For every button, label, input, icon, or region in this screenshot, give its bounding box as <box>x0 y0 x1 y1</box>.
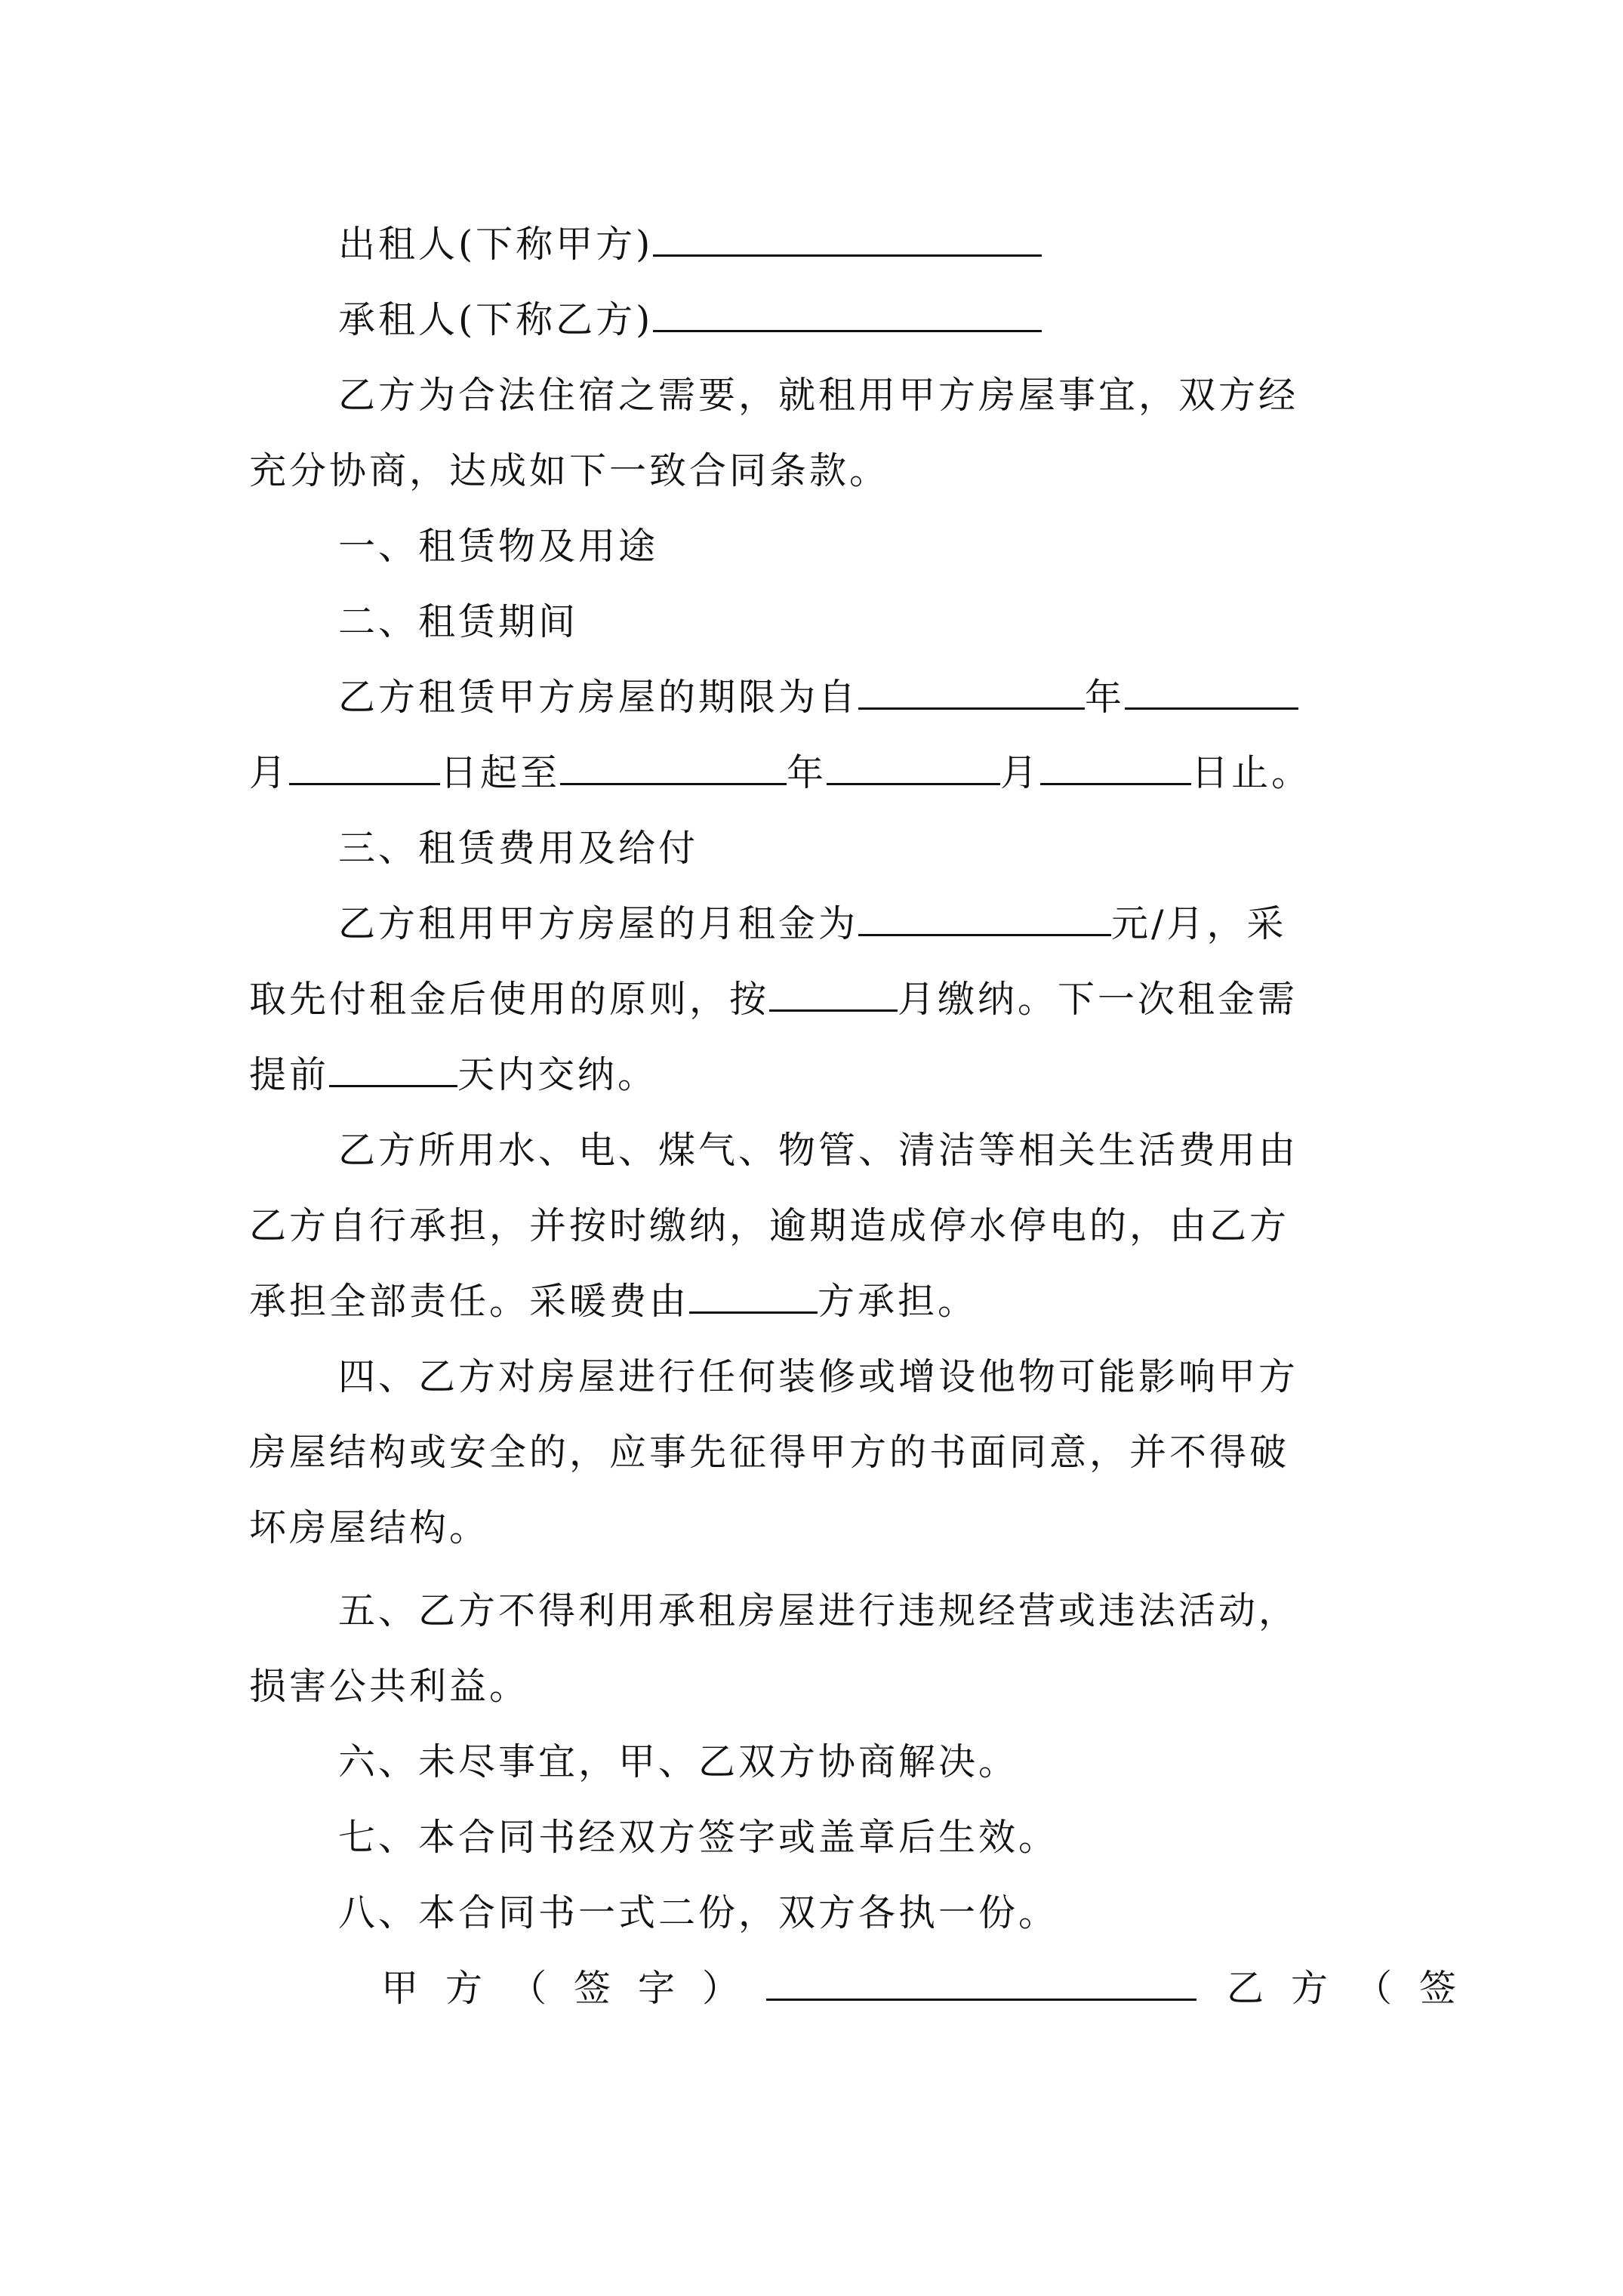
rent-period-blank <box>769 966 898 1012</box>
start-month-unit: 月 <box>249 751 290 794</box>
section-4-line-2: 房屋结构或安全的，应事先征得甲方的书面同意，并不得破 <box>249 1431 1290 1474</box>
party-a-signature-blank <box>766 1955 1196 2001</box>
section-7: 七、本合同书经双方签字或盖章后生效。 <box>338 1816 1059 1859</box>
rent-amount-blank <box>858 890 1111 936</box>
end-day-blank <box>1040 739 1191 785</box>
start-year-blank <box>858 664 1085 710</box>
section-2-title: 二、租赁期间 <box>338 600 579 643</box>
rent-amount-suffix: 元/月，采 <box>1111 902 1287 945</box>
lessee-label: 承租人(下称乙方) <box>338 298 654 341</box>
section-8: 八、本合同书一式二份，双方各执一份。 <box>338 1891 1059 1934</box>
term-start-text: 乙方租赁甲方房屋的期限为自 <box>338 676 859 719</box>
signature-line <box>381 1951 1484 2026</box>
end-day-unit: 日止。 <box>1191 751 1312 794</box>
party-b-signature-label: 乙方（签 <box>1227 1967 1484 2010</box>
fees-line-3 <box>249 1264 1381 1339</box>
lessor-line <box>338 207 1471 282</box>
heating-fee-suffix: 方承担。 <box>818 1280 978 1323</box>
lessor-label: 出租人(下称甲方) <box>338 223 654 266</box>
section-4-line-1: 四、乙方对房屋进行任何装修或增设他物可能影响甲方 <box>338 1355 1299 1398</box>
intro-line-2: 充分协商，达成如下一致合同条款。 <box>249 449 890 492</box>
rent-amount-text: 乙方租用甲方房屋的月租金为 <box>338 902 859 945</box>
lessor-name-blank <box>653 211 1042 257</box>
term-line-2 <box>249 735 1381 811</box>
term-line-1 <box>338 660 1471 735</box>
fees-line-1: 乙方所用水、电、煤气、物管、清洁等相关生活费用由 <box>338 1129 1299 1172</box>
lessee-line <box>338 282 1471 358</box>
section-4-line-3: 坏房屋结构。 <box>249 1506 490 1549</box>
advance-days-text: 提前 <box>249 1053 330 1096</box>
heating-fee-text: 承担全部责任。采暖费由 <box>249 1280 690 1323</box>
start-month-blank <box>1125 664 1298 710</box>
start-day-blank <box>289 739 440 785</box>
rent-period-suffix: 月缴纳。下一次租金需 <box>898 978 1298 1021</box>
intro-line-1: 乙方为合法住宿之需要，就租用甲方房屋事宜，双方经 <box>338 374 1299 417</box>
rent-period-text: 取先付租金后使用的原则，按 <box>249 978 770 1021</box>
start-day-unit: 日起至 <box>440 751 561 794</box>
party-a-signature-label: 甲方（签字） <box>381 1967 767 2010</box>
section-3-title: 三、租赁费用及给付 <box>338 827 699 870</box>
section-6: 六、未尽事宜，甲、乙双方协商解决。 <box>338 1740 1019 1783</box>
end-year-blank <box>560 739 787 785</box>
section-5-line-1: 五、乙方不得利用承租房屋进行违规经营或违法活动， <box>338 1589 1299 1632</box>
lessee-name-blank <box>653 286 1042 332</box>
end-month-blank <box>827 739 1000 785</box>
rent-line-2 <box>249 962 1381 1037</box>
section-1-title: 一、租赁物及用途 <box>338 525 659 568</box>
advance-days-suffix: 天内交纳。 <box>457 1053 658 1096</box>
end-year-unit: 年 <box>787 751 827 794</box>
rent-line-3 <box>249 1037 1381 1113</box>
end-month-unit: 月 <box>1000 751 1041 794</box>
section-5-line-2: 损害公共利益。 <box>249 1665 530 1708</box>
start-year-unit: 年 <box>1085 676 1126 719</box>
heating-fee-party-blank <box>689 1268 818 1314</box>
fees-line-2: 乙方自行承担，并按时缴纳，逾期造成停水停电的，由乙方 <box>249 1204 1290 1247</box>
advance-days-blank <box>329 1041 457 1087</box>
rent-line-1 <box>338 886 1471 962</box>
